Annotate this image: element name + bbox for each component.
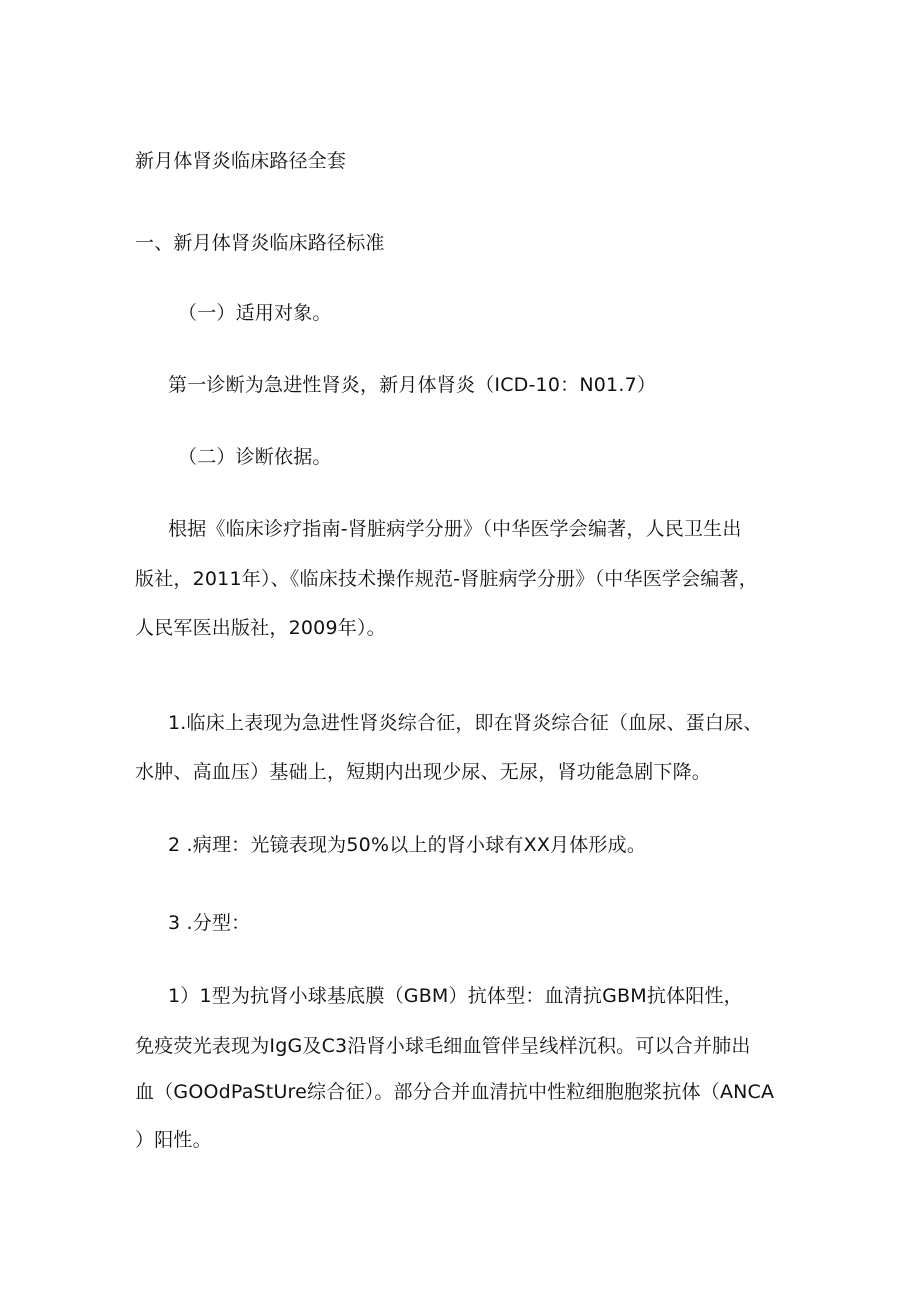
diagnosis-text: 第一诊断为急进性肾炎，新月体肾炎（ICD-10：N01.7） xyxy=(168,374,657,396)
type-1-line: ）阳性。 xyxy=(135,1129,212,1151)
basis-paragraph-line: 人民军医出版社，2009年）。 xyxy=(135,617,386,639)
type-1-line: 血（GOOdPaStUre综合征）。部分合并血清抗中性粒细胞胞浆抗体（ANCA xyxy=(135,1081,775,1103)
subsection-heading-applicable-subjects: （一）适用对象。 xyxy=(178,302,332,324)
item-3-classification: 3 .分型： xyxy=(168,912,251,934)
section-heading: 一、新月体肾炎临床路径标准 xyxy=(135,232,385,254)
basis-paragraph-line: 版社，2011年）、《临床技术操作规范-肾脏病学分册》（中华医学会编著， xyxy=(135,568,758,590)
item-1-line: 1.临床上表现为急进性肾炎综合征，即在肾炎综合征（血尿、蛋白尿、 xyxy=(168,712,763,734)
type-1-line: 免疫荧光表现为IgG及C3沿肾小球毛细血管伴呈线样沉积。可以合并肺出 xyxy=(135,1035,751,1057)
type-1-line: 1）1型为抗肾小球基底膜（GBM）抗体型：血清抗GBM抗体阳性， xyxy=(168,985,743,1007)
item-2-pathology: 2 .病理：光镜表现为50%以上的肾小球有XX月体形成。 xyxy=(168,834,647,856)
subsection-heading-diagnostic-basis: （二）诊断依据。 xyxy=(178,446,332,468)
item-1-line: 水肿、高血压）基础上，短期内出现少尿、无尿，肾功能急剧下降。 xyxy=(135,761,712,783)
basis-paragraph-line: 根据《临床诊疗指南-肾脏病学分册》（中华医学会编著，人民卫生出 xyxy=(168,518,742,540)
document-title: 新月体肾炎临床路径全套 xyxy=(135,150,347,172)
